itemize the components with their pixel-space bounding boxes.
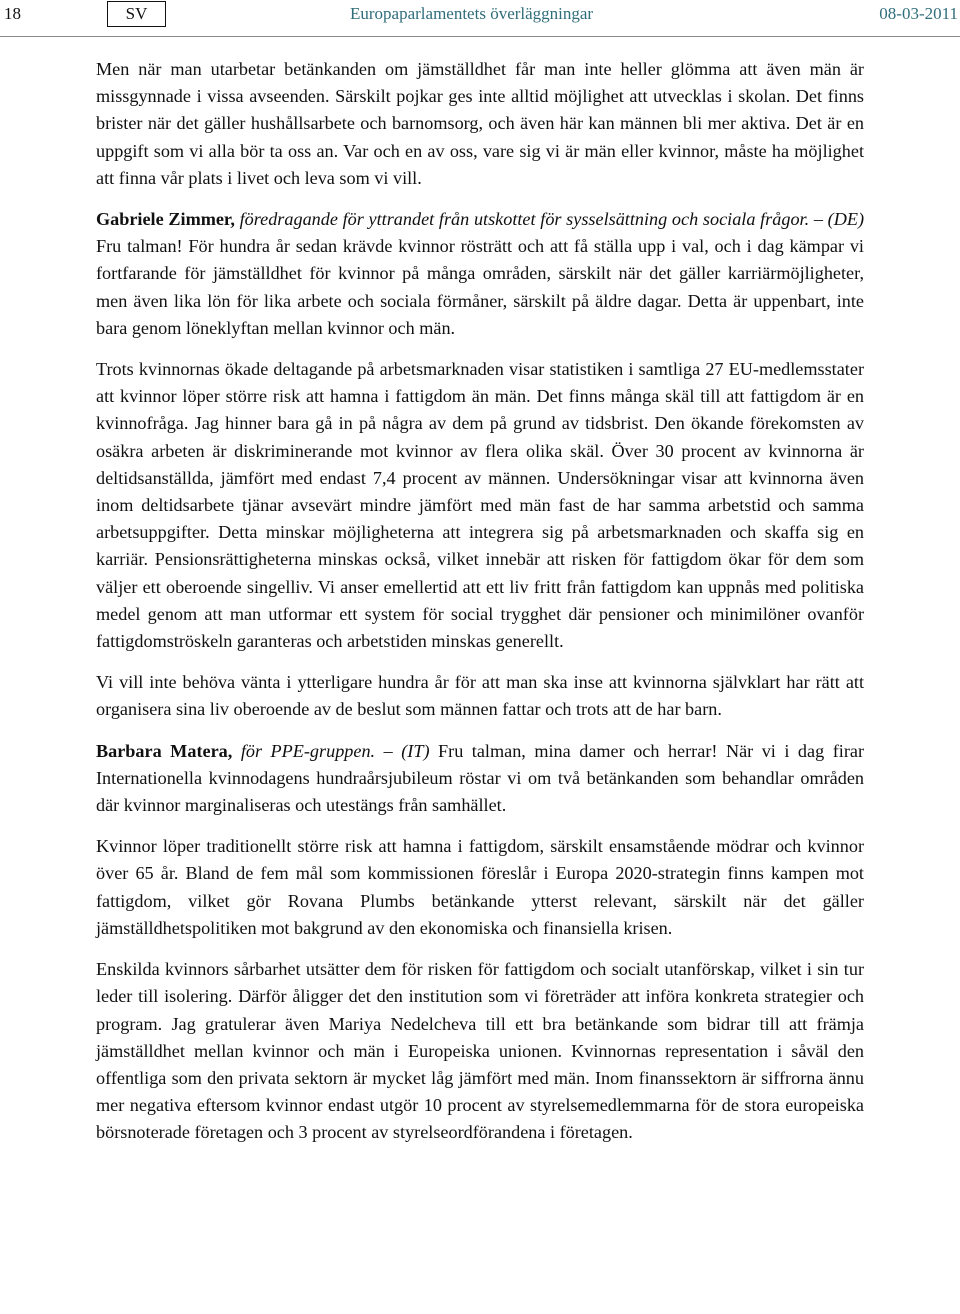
session-date: 08-03-2011 <box>879 4 958 23</box>
page-number: 18 <box>4 4 21 23</box>
speech-text: Fru talman! För hundra år sedan krävde kvinnor rösträtt och att få ställa upp i val, och i dag kämpar vi fortfarande för jämställdhet för kvinnor på många områden, särskilt när det gäller karriärmöjligheter, men även lika lön för lika arbete och sociala förmåner, särskilt på äldre dagar. Detta är uppenbart, inte bara genom löneklyftan mellan kvinnor och män. <box>96 236 864 338</box>
paragraph: Men när man utarbetar betänkanden om jämställdhet får man inte heller glömma att även män är missgynnade i vissa avseenden. Särskilt pojkar ges inte alltid möjlighet att utvecklas i skolan. Det finns brister när det gäller hushållsarbete och barnomsorg, och även här kan männen bli mer aktiva. Det är en uppgift som vi alla bör ta oss an. Var och en av oss, vare sig vi är män eller kvinnor, måste ha möjlighet att finna vår plats i livet och leva som vi vill. <box>96 59 864 188</box>
publication-title: Europaparlamentets överläggningar <box>350 4 594 23</box>
paragraph: Enskilda kvinnors sårbarhet utsätter dem för risken för fattigdom och socialt utanförskap, vilket i sin tur leder till isolering. Därför åligger det den institution som vi företräder att införa konkreta strategier och program. Jag gratulerar även Mariya Nedelcheva till ett bra betänkande som bidrar till att främja jämställdhet mellan kvinnor och män i Europeiska unionen. Kvinnornas representation i såväl den offentliga som den privata sektorn är mycket låg jämfört med män. Inom finanssektorn är siffrorna ännu mer negativa eftersom kvinnor endast utgör 10 procent av styrelsemedlemmarna för de stora europeiska börsnoterade företagen och 3 procent av styrelseordförandena i företagen. <box>96 959 864 1143</box>
speaker-name: Barbara Matera, <box>96 740 233 761</box>
paragraph: Vi vill inte behöva vänta i ytterligare hundra år för att man ska inse att kvinnorna självklart har rätt att organisera sina liv oberoende av de beslut som männen fattar och trots att de har barn. <box>96 672 864 720</box>
speaker-name: Gabriele Zimmer, <box>96 209 235 230</box>
paragraph: Trots kvinnornas ökade deltagande på arbetsmarknaden visar statistiken i samtliga 27 EU-medlemsstater att kvinnor löper större risk att hamna i fattigdom än män. Det finns många skäl till att fattigdom är en kvinnofråga. Jag hinner bara gå in på några av dem på grund av tidsbrist. Den ökande förekomsten av osäkra arbeten är diskriminerande mot kvinnor av flera olika skäl. Över 30 procent av kvinnorna är deltidsanställda, jämfört med endast 7,4 procent av männen. Undersökningar visar att kvinnorna även inom deltidsarbete tjänar avsevärt mindre jämfört med män fast de har samma arbetstid och samma arbetsuppgifter. Detta minskar möjligheterna att integrera sig på arbetsmarknaden och skaffa sig en karriär. Pensionsrättigheterna minskas också, vilket innebär att risken för fattigdom ökar för dem som väljer ett oberoende singelliv. Vi anser emellertid att ett liv fritt från fattigdom kan uppnås med politiska medel genom att man utformar ett system för social trygghet där pensioner och minimilöner ovanför fattigdomströskeln garanteras och arbetstiden minskas generellt. <box>96 359 864 652</box>
speech-paragraph <box>96 738 864 820</box>
speaker-language: – (IT) <box>383 740 430 761</box>
page-header <box>0 0 960 37</box>
document-body <box>96 56 864 1161</box>
speech-paragraph <box>96 206 864 342</box>
speaker-language: – (DE) <box>813 209 865 230</box>
speech-text: Fru talman, mina damer och herrar! När vi i dag firar Internationella kvinnodagens hundraårsjubileum röstar vi om två betänkanden som behandlar områden där kvinnor marginaliseras och utestängs från samhället. <box>96 740 865 816</box>
paragraph: Kvinnor löper traditionellt större risk att hamna i fattigdom, särskilt ensamstående mödrar och kvinnor över 65 år. Bland de fem mål som kommissionen föreslår i Europa 2020-strategin finns kampen mot fattigdom, vilket gör Rovana Plumbs betänkande ytterst relevant, särskilt när det gäller jämställdhetspolitiken mot bakgrund av den ekonomiska och finansiella krisen. <box>96 836 864 938</box>
language-code-box: SV <box>107 1 166 27</box>
speaker-role: föredragande för yttrandet från utskottet för sysselsättning och sociala frågor. <box>239 209 810 230</box>
speaker-role: för PPE-gruppen. <box>240 740 376 761</box>
